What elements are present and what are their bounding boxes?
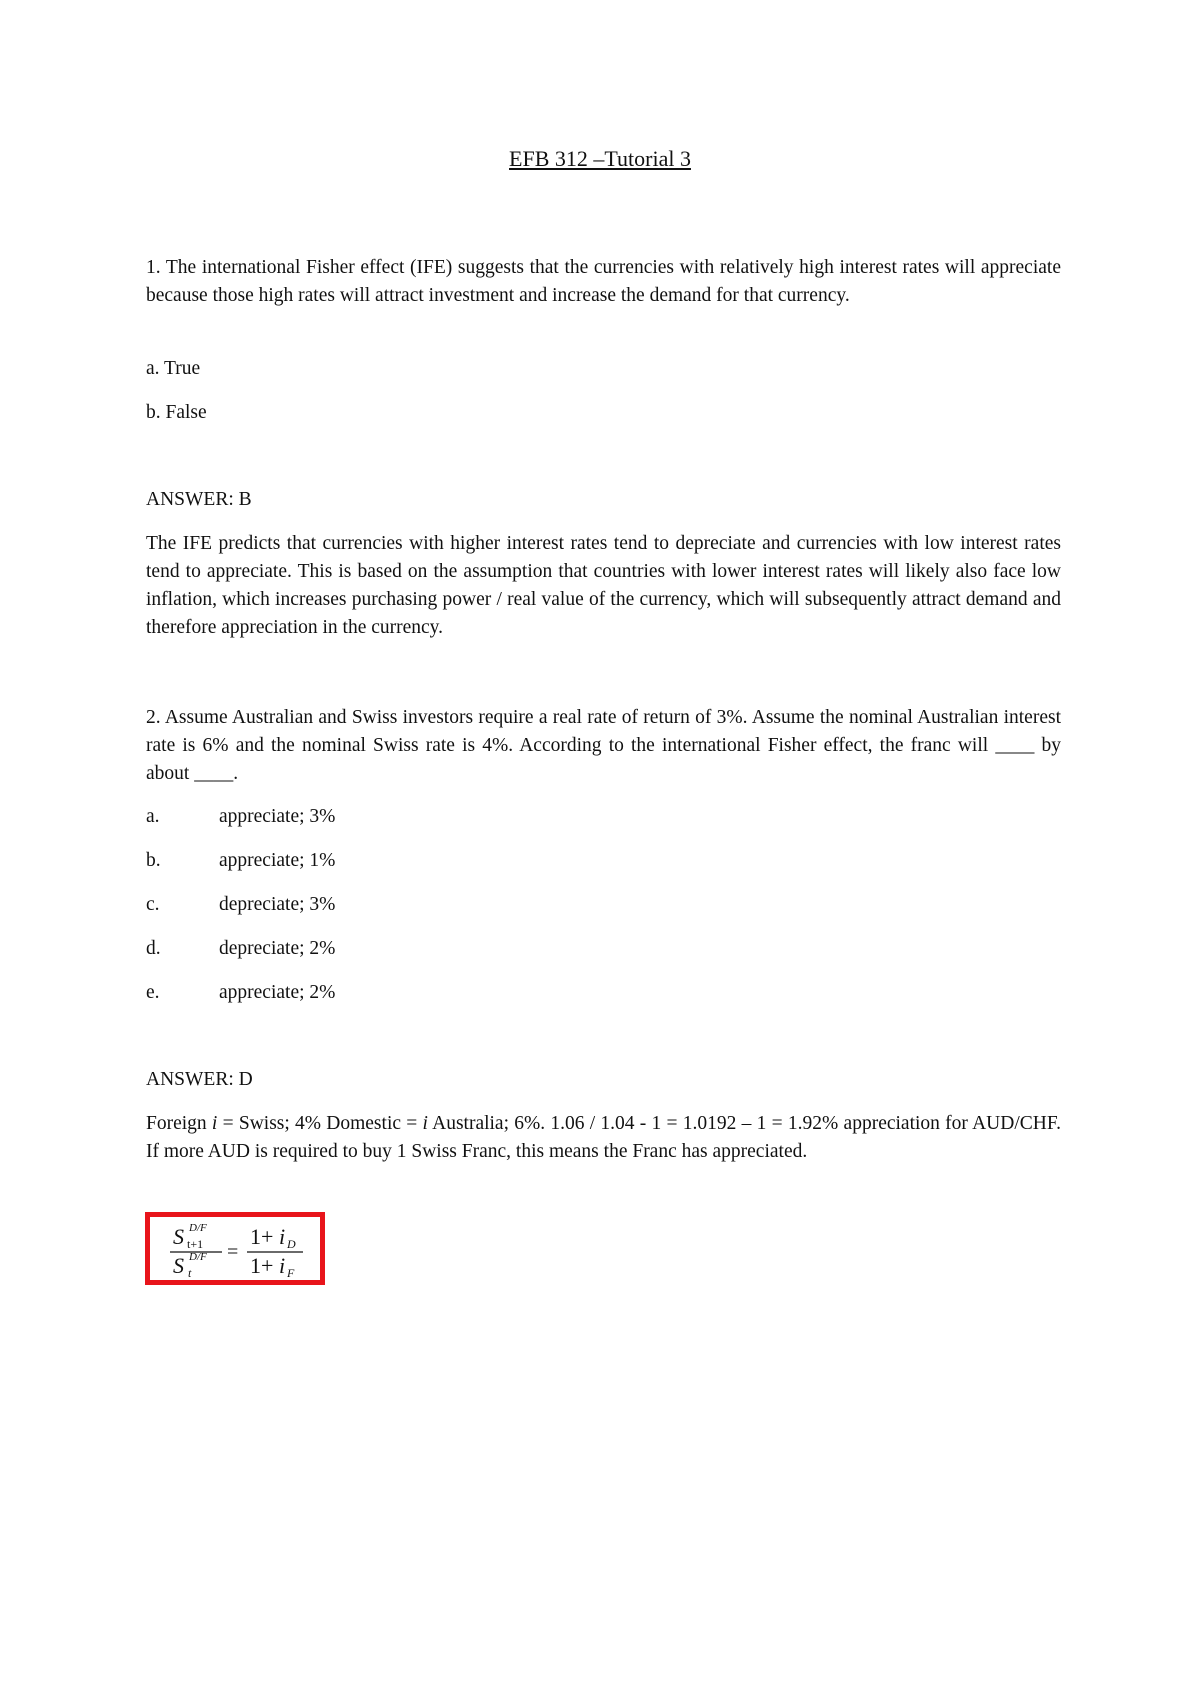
explanation-text: Australia; 6%. 1.06 / 1.04 - 1 = 1.0192 – 1 = 1.92% appreciation for AUD/CHF. If more AUD is required to buy 1 Swiss Franc, this means the Franc has appreciated. xyxy=(146,1113,1061,1162)
ife-formula-box xyxy=(145,1212,325,1285)
formula-right-numerator-i: i xyxy=(279,1224,286,1249)
formula-right-denominator-i: i xyxy=(279,1253,286,1278)
explanation-variable: i xyxy=(422,1113,428,1134)
question-1-answer: ANSWER: B xyxy=(146,489,252,510)
formula-right-numerator: 1+ xyxy=(250,1224,274,1249)
formula-equals: = xyxy=(227,1241,239,1263)
question-1-option-b: b. False xyxy=(146,402,207,423)
question-2-explanation xyxy=(146,1110,1061,1166)
option-text: depreciate; 2% xyxy=(219,938,336,959)
formula-left-numerator-sup: D/F xyxy=(189,1222,207,1234)
formula-left-denominator-sup: D/F xyxy=(189,1251,207,1263)
explanation-text: = Swiss; 4% Domestic = xyxy=(217,1113,423,1134)
formula-left-denominator-base: S xyxy=(173,1253,184,1278)
option-text: appreciate; 2% xyxy=(219,982,336,1003)
question-2-answer: ANSWER: D xyxy=(146,1069,253,1090)
option-letter: a. xyxy=(146,806,160,827)
formula-right-denominator: 1+ xyxy=(250,1253,274,1278)
option-text: appreciate; 3% xyxy=(219,806,336,827)
option-letter: d. xyxy=(146,938,161,959)
formula-left-denominator-sub: t xyxy=(188,1266,192,1280)
formula-left-numerator-sub: t+1 xyxy=(187,1237,204,1251)
formula-right-denominator-sub: F xyxy=(287,1266,295,1280)
formula-right-numerator-sub: D xyxy=(287,1237,296,1251)
question-1-explanation: The IFE predicts that currencies with higher interest rates tend to depreciate and currencies with low interest rates tend to appreciate. This is based on the assumption that countries with lower interest rates will likely also face low inflation, which increases purchasing power / real value of the currency, which will subsequently attract demand and therefore appreciation in the currency. xyxy=(146,533,1061,638)
option-text: depreciate; 3% xyxy=(219,894,336,915)
ife-formula xyxy=(150,1217,320,1280)
option-letter: b. xyxy=(146,850,161,871)
option-letter: e. xyxy=(146,982,160,1003)
page-title: EFB 312 –Tutorial 3 xyxy=(509,146,691,171)
option-letter: c. xyxy=(146,894,160,915)
question-1-text: 1. The international Fisher effect (IFE) suggests that the currencies with relatively high interest rates will appreciate because those high rates will attract investment and increase the demand for that currency. xyxy=(146,257,1061,306)
question-1-option-a: a. True xyxy=(146,358,201,379)
formula-left-numerator-base: S xyxy=(173,1224,184,1249)
question-2-text: 2. Assume Australian and Swiss investors require a real rate of return of 3%. Assume the nominal Australian interest rate is 6% and the nominal Swiss rate is 4%. According to the international Fisher effect, the franc will ____ by about ____. xyxy=(146,707,1061,784)
explanation-variable: i xyxy=(211,1113,218,1134)
explanation-text: Foreign xyxy=(146,1113,212,1134)
option-text: appreciate; 1% xyxy=(219,850,336,871)
